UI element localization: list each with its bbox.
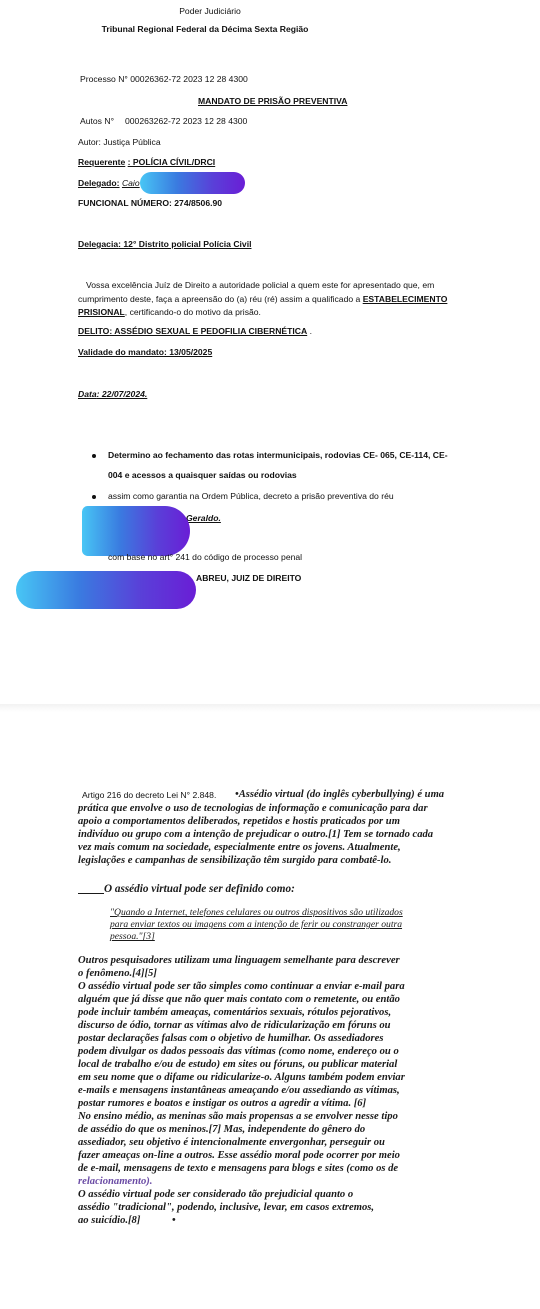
body-line: ao suicídio.[8]	[78, 1215, 141, 1226]
order-paragraph-tail: , certificando-o do motivo da prisão.	[124, 307, 261, 317]
body-line: fazer ameaças on-line a outros. Esse assédio moral pode ocorrer por meio	[78, 1150, 400, 1161]
validade-line	[78, 347, 212, 358]
delito-label: DELITO	[78, 326, 110, 336]
document-title: MANDATO DE PRISÃO PREVENTIVA	[198, 96, 348, 106]
quote-line: para enviar textos ou imagens com a intenção de ferir ou constranger outra	[110, 919, 403, 930]
judge-signature: ABREU, JUIZ DE DIREITO	[196, 573, 302, 583]
body-line: O assédio virtual pode ser considerado tão prejudicial quanto o	[78, 1189, 354, 1200]
body-line: discurso de ódio, tornar as vítimas alvo de ridicularização em fóruns ou	[78, 1020, 391, 1031]
quote-line: "Quando a Internet, telefones celulares ou outros dispositivos são utilizados	[110, 907, 403, 918]
delito-value: : ASSÉDIO SEXUAL E PEDOFILIA CIBERNÉTICA	[109, 326, 308, 336]
definition-line: legislações e campanhas de sensibilização têm surgido para combatê-lo.	[78, 855, 392, 866]
date-line	[78, 389, 147, 400]
page-separator	[0, 704, 540, 712]
delegacia-label: Delegacia	[78, 239, 119, 249]
date-label: Data	[78, 389, 97, 399]
body-line: No ensino médio, as meninas são mais propensas a se envolver nesse tipo	[78, 1111, 398, 1122]
funcional-number: FUNCIONAL NÚMERO: 274/8506.90	[78, 198, 223, 208]
autos-number: 000263262-72 2023 12 28 4300	[125, 116, 248, 126]
body-line: de e-mail, mensagens de texto e mensagens para blogs e sites (como os de	[78, 1163, 399, 1174]
redaction-blob	[140, 172, 245, 194]
delegado-label: Delegado:	[78, 178, 120, 188]
body-line: postar declarações falsas com o objetivo de humilhar. Os assediadores	[78, 1033, 384, 1044]
date-value: : 22/07/2024.	[96, 389, 148, 399]
body-line: de assédio do que os meninos.[7] Mas, independente do gênero do	[78, 1124, 366, 1135]
delito-end: .	[309, 326, 312, 336]
body-line: postar rumores e boatos e instigar os outros a agredir a vítima. [6]	[78, 1098, 367, 1109]
body-line: o fenômeno.[4][5]	[78, 968, 157, 979]
requerente-label: Requerente	[78, 157, 126, 167]
bullet-dot	[92, 454, 96, 458]
delegacia-value: : 12° Distrito policial Polícia Civil	[118, 239, 252, 249]
delegado-line	[78, 178, 140, 189]
page-2	[0, 712, 540, 1309]
body-line: pode incluir também ameaças, comentários sexuais, rótulos pejorativos,	[78, 1007, 392, 1018]
validade-label: Validade do mandato	[78, 347, 164, 357]
body-line: assédio "tradicional", podendo, inclusive, levar, em casos extremos,	[78, 1202, 375, 1213]
legal-basis: com base no art° 241 do código de processo penal	[108, 552, 303, 562]
delito-line	[78, 326, 312, 337]
redaction-blob	[16, 571, 196, 609]
order-paragraph-line-3	[78, 307, 261, 318]
estabelecimento-term: ESTABELECIMENTO	[362, 294, 448, 304]
requerente-value: : POLÍCIA CÍVIL/DRCI	[127, 157, 216, 167]
order-paragraph-text: cumprimento deste, faça a apreensão do (a) réu (ré) assim a qualificado a	[78, 294, 361, 304]
order-paragraph-line-2	[78, 294, 447, 305]
body-line: em seu nome que o difame ou ridicularize-o. Alguns também podem enviar	[78, 1072, 405, 1083]
order-paragraph-line-1: Vossa excelência Juíz de Direito a autoridade policial a quem este for apresentado que, em	[86, 280, 435, 290]
redaction-blob	[82, 506, 190, 556]
quote-line: pessoa."[3]	[110, 931, 155, 942]
requerente-line	[78, 157, 215, 168]
bullet-1-line-2: 004 e acessos a quaisquer saídas ou rodovias	[108, 470, 297, 480]
header-org: Poder Judiciário	[179, 6, 241, 16]
bullet-2-line-1: assim como garantia na Ordem Pública, decreto a prisão preventiva do réu	[108, 491, 394, 501]
trailing-bullet: •	[172, 1215, 176, 1226]
body-line: relacionamento).	[78, 1176, 153, 1187]
header-court: Tribunal Regional Federal da Décima Sexta Região	[101, 24, 309, 34]
body-line: assediador, seu objetivo é intencionalmente envergonhar, perseguir ou	[78, 1137, 385, 1148]
definition-line: apoio a comportamentos deliberados, repetidos e hostis praticados por um	[78, 816, 400, 827]
validade-value: : 13/05/2025	[163, 347, 213, 357]
prisional-term: PRISIONAL	[78, 307, 125, 317]
definition-line: vez mais comum na sociedade, especialmente entre os jovens. Atualmente,	[78, 842, 401, 853]
article-reference: Artigo 216 do decreto Lei N° 2.848.	[82, 790, 217, 800]
section-heading: O assédio virtual pode ser definido como:	[104, 883, 295, 895]
body-line: O assédio virtual pode ser tão simples como continuar a enviar e-mail para	[78, 981, 405, 992]
autos-label: Autos N°	[80, 116, 115, 126]
defendant-name: Geraldo.	[186, 513, 221, 523]
body-line: local de trabalho e/ou de estudo) em sites ou fóruns, ou publicar material	[78, 1059, 398, 1070]
delegacia-line	[78, 239, 251, 250]
bullet-1-line-1: Determino ao fechamento das rotas intermunicipais, rodovias CE- 065, CE-114, CE-	[108, 450, 448, 460]
process-number: Processo N° 00026362-72 2023 12 28 4300	[80, 74, 248, 84]
definition-first-line: •Assédio virtual (do inglês cyberbullying) é uma	[235, 789, 445, 800]
body-line: e-mails e mensagens instantâneas ameaçando e/ou assediando as vítimas,	[78, 1085, 400, 1096]
definition-line: indivíduo ou grupo com a intenção de prejudicar o outro.[1] Tem se tornado cada	[78, 829, 434, 840]
body-line: Outros pesquisadores utilizam uma linguagem semelhante para descrever	[78, 955, 400, 966]
definition-line: prática que envolve o uso de tecnologias de informação e comunicação para dar	[78, 803, 428, 814]
author-line: Autor: Justiça Pública	[78, 137, 161, 147]
bullet-dot	[92, 495, 96, 499]
heading-rule	[78, 893, 104, 894]
body-line: alguém que já disse que não quer mais contato com o remetente, ou então	[78, 994, 400, 1005]
body-line: podem divulgar os dados pessoais das vítimas (como nome, endereço ou o	[78, 1046, 399, 1057]
delegado-value: Caio	[121, 178, 140, 188]
